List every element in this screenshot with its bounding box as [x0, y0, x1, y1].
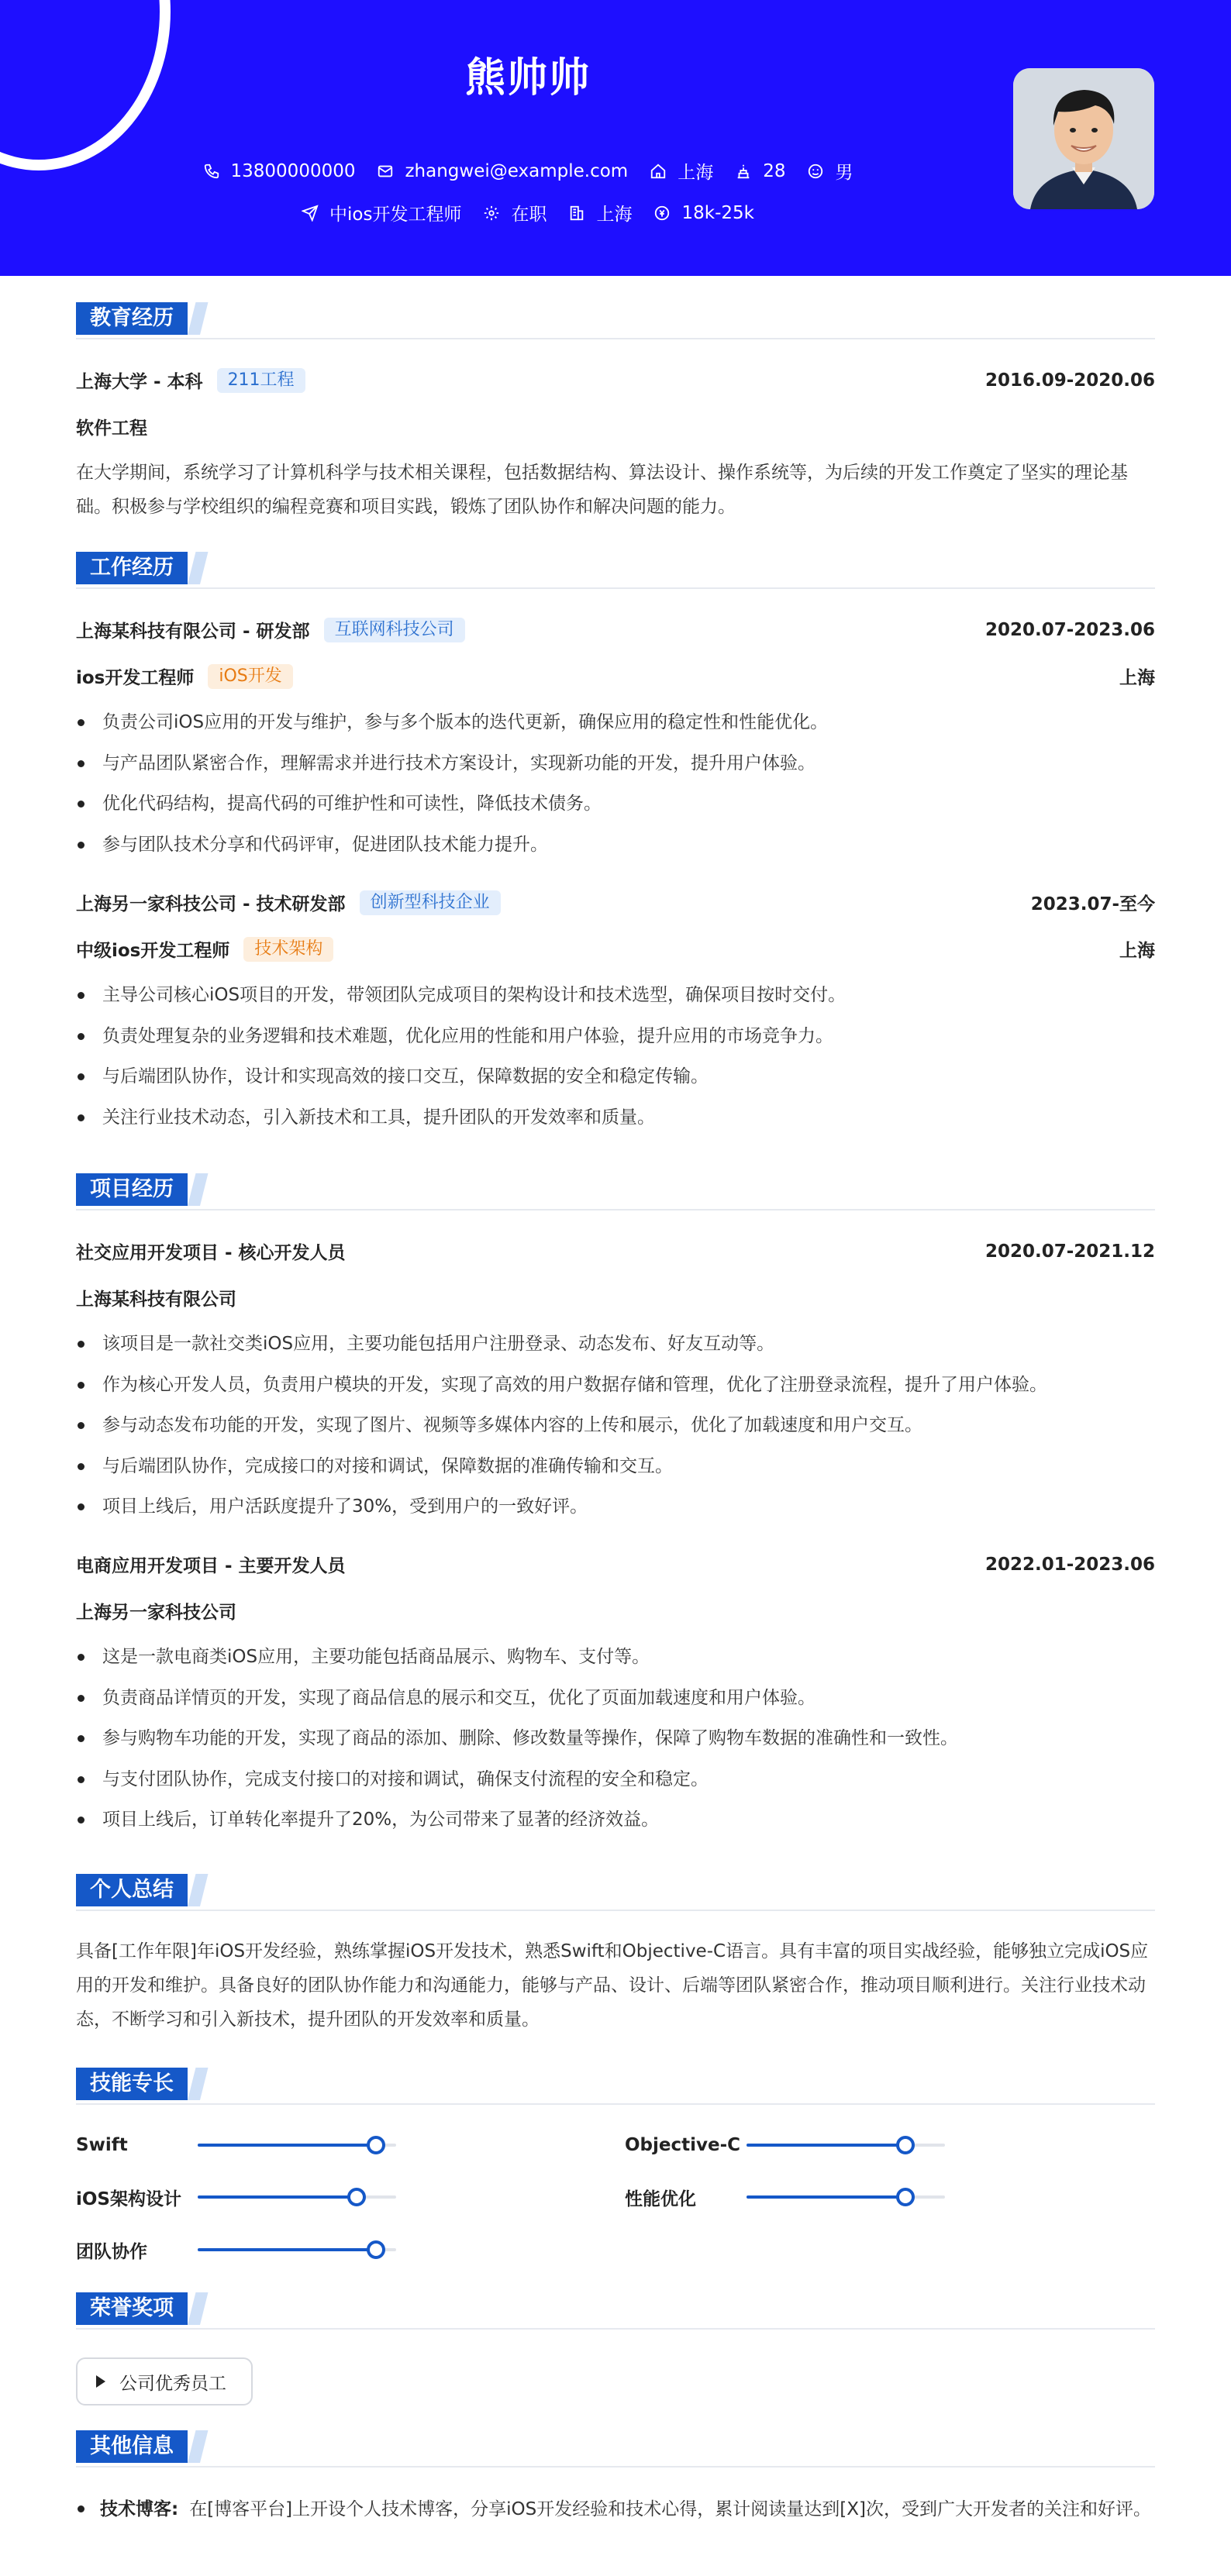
section-title: 工作经历 [76, 552, 188, 584]
gender-info [807, 158, 853, 184]
school-name: 上海大学 - 本科 [76, 372, 203, 392]
list-item: 该项目是一款社交类iOS应用，主要功能包括用户注册登录、动态发布、好友互动等。 [76, 1324, 1155, 1365]
target-city-info [568, 200, 632, 226]
project-bullets [76, 1324, 1155, 1527]
other-list [76, 2492, 1155, 2562]
skill-knob [367, 2240, 385, 2259]
skill-track [198, 2248, 396, 2251]
project-date: 2020.07-2021.12 [984, 1241, 1155, 1262]
section-title: 技能专长 [76, 2068, 188, 2100]
major-row [76, 414, 1155, 439]
project-company-row [76, 1598, 1155, 1624]
candidate-name: 熊帅帅 [464, 55, 591, 102]
education-section [76, 302, 1155, 517]
skill-fill [198, 2195, 357, 2199]
list-item: 与产品团队紧密合作，理解需求并进行技术方案设计，实现新功能的开发，提升用户体验。 [76, 743, 1155, 784]
section-header [76, 1173, 1155, 1211]
gear-icon [483, 205, 500, 222]
section-header [76, 2430, 1155, 2468]
company-name: 上海另一家科技公司 - 技术研发部 [76, 894, 346, 914]
work-date: 2020.07-2023.06 [984, 619, 1155, 640]
company-name: 上海某科技有限公司 - 研发部 [76, 622, 310, 642]
list-item: 参与动态发布功能的开发，实现了图片、视频等多媒体内容的上传和展示，优化了加载速度和用户交互。 [76, 1405, 1155, 1446]
section-title-tail [188, 2068, 208, 2100]
position-text: 中ios开发工程师 [329, 205, 462, 225]
phone-icon [203, 163, 220, 180]
skill-knob [896, 2136, 915, 2154]
phone-number: 13800000000 [230, 160, 356, 181]
skill-track [747, 2195, 945, 2199]
bullet-dot [78, 2505, 84, 2512]
section-title: 个人总结 [76, 1874, 188, 1906]
gender-icon [807, 163, 824, 180]
email-address[interactable]: zhangwei@example.com [405, 160, 629, 181]
home-icon [650, 163, 667, 180]
skill-name: iOS架构设计 [76, 2189, 182, 2209]
role-name: 中级ios开发工程师 [76, 941, 230, 961]
building-icon [568, 205, 585, 222]
project-date: 2022.01-2023.06 [984, 1554, 1155, 1575]
skill-item [76, 2185, 396, 2209]
project-entry-header [76, 1238, 1155, 1264]
section-title: 项目经历 [76, 1173, 188, 1206]
list-item: 项目上线后，用户活跃度提升了30%，受到用户的一致好评。 [76, 1486, 1155, 1527]
section-title: 其他信息 [76, 2430, 188, 2463]
education-date: 2016.09-2020.06 [984, 370, 1155, 391]
resume-header [0, 0, 1231, 276]
location-info [650, 158, 713, 184]
avatar [1013, 68, 1154, 209]
mail-icon [377, 163, 394, 180]
age-info [735, 161, 785, 181]
skill-name: Swift [76, 2135, 128, 2155]
salary-info [653, 203, 753, 223]
list-item: 作为核心开发人员，负责用户模块的开发，实现了高效的用户数据存储和管理，优化了注册登录流程，提升了用户体验。 [76, 1365, 1155, 1406]
project-company-row [76, 1285, 1155, 1310]
work-city: 上海 [1119, 668, 1155, 688]
projects-section [76, 1173, 1155, 1830]
skill-fill [198, 2144, 376, 2147]
list-item: 与后端团队协作，完成接口的对接和调试，保障数据的准确传输和交互。 [76, 1446, 1155, 1487]
send-icon [302, 205, 319, 222]
money-icon [653, 205, 671, 222]
age-text: 28 [763, 160, 786, 181]
work-date: 2023.07-至今 [1030, 894, 1155, 914]
other-section [76, 2430, 1155, 2519]
project-company: 上海另一家科技公司 [76, 1603, 236, 1623]
skill-item [76, 2238, 396, 2261]
section-title-tail [188, 302, 208, 335]
list-item: 项目上线后，订单转化率提升了20%，为公司带来了显著的经济效益。 [76, 1799, 1155, 1841]
project-entry-header [76, 1551, 1155, 1577]
skills-section [76, 2068, 1155, 2262]
avatar-portrait [1013, 68, 1154, 209]
status-text: 在职 [511, 205, 547, 225]
other-text: 在[博客平台]上开设个人技术博客，分享iOS开发经验和技术心得，累计阅读量达到[X]次，受到广大开发者的关注和好评。 [189, 2499, 1151, 2519]
education-description: 在大学期间，系统学习了计算机科学与技术相关课程，包括数据结构、算法设计、操作系统等，为后续的开发工作奠定了坚实的理论基础。积极参与学校组织的编程竞赛和项目实践，锻炼了团队协作和解决问题的能力。 [76, 463, 1128, 517]
target-city-text: 上海 [596, 205, 633, 225]
skill-fill [747, 2144, 905, 2147]
email-info [377, 161, 628, 181]
award-item-button[interactable] [76, 2357, 253, 2406]
project-title: 电商应用开发项目 - 主要开发人员 [76, 1556, 346, 1576]
position-info [302, 200, 461, 226]
section-header [76, 302, 1155, 339]
work-bullets [76, 702, 1155, 865]
summary-text: 具备[工作年限]年iOS开发经验，熟练掌握iOS开发技术，熟悉Swift和Objective-C语言。具有丰富的项目实战经验，能够独立完成iOS应用的开发和维护。具备良好的团队协作能力和沟通能力，能够与产品、设计、后端等团队紧密合作，推动项目顺利进行。关注行业技术动态，不断学习和引入新技术，提升团队的开发效率和质量。 [76, 1941, 1149, 2030]
skill-knob [347, 2188, 366, 2206]
major-name: 软件工程 [76, 418, 147, 439]
list-item: 参与团队技术分享和代码评审，促进团队技术能力提升。 [76, 825, 1155, 866]
list-item: 负责公司iOS应用的开发与维护，参与多个版本的迭代更新，确保应用的稳定性和性能优化。 [76, 702, 1155, 743]
list-item: 关注行业技术动态，引入新技术和工具，提升团队的开发效率和质量。 [76, 1097, 1155, 1138]
status-info [483, 200, 547, 226]
skill-fill [747, 2195, 905, 2199]
skill-item [76, 2133, 396, 2157]
school-tag: 211工程 [217, 368, 305, 393]
section-title-tail [188, 552, 208, 584]
salary-text: 18k-25k [681, 202, 754, 223]
project-company: 上海某科技有限公司 [76, 1290, 236, 1310]
skill-track [198, 2195, 396, 2199]
age-icon [735, 163, 752, 180]
list-item: 负责处理复杂的业务逻辑和技术难题，优化应用的性能和用户体验，提升应用的市场竞争力。 [76, 1016, 1155, 1057]
role-tag: iOS开发 [208, 664, 292, 689]
education-entry-header [76, 367, 1155, 393]
company-tag: 互联网科技公司 [324, 618, 465, 642]
role-tag: 技术架构 [243, 937, 333, 962]
list-item: 负责商品详情页的开发，实现了商品信息的展示和交互，优化了页面加载速度和用户体验。 [76, 1678, 1155, 1719]
project-bullets [76, 1637, 1155, 1841]
work-bullets [76, 975, 1155, 1138]
section-header [76, 2068, 1155, 2105]
section-header [76, 1874, 1155, 1911]
list-item: 与后端团队协作，设计和实现高效的接口交互，保障数据的安全和稳定传输。 [76, 1056, 1155, 1097]
section-title: 荣誉奖项 [76, 2292, 188, 2325]
section-title-tail [188, 2292, 208, 2325]
skill-item [625, 2185, 945, 2209]
list-item: 主导公司核心iOS项目的开发，带领团队完成项目的架构设计和技术选型，确保项目按时交付。 [76, 975, 1155, 1016]
work-section [76, 552, 1155, 1128]
work-city: 上海 [1119, 941, 1155, 961]
phone-info [203, 161, 356, 181]
list-item: 与支付团队协作，完成支付接口的对接和调试，确保支付流程的安全和稳定。 [76, 1759, 1155, 1800]
section-title-tail [188, 1874, 208, 1906]
section-title-tail [188, 1173, 208, 1206]
skill-track [747, 2144, 945, 2147]
skill-name: 团队协作 [76, 2241, 147, 2262]
other-label: 技术博客: [100, 2499, 179, 2519]
awards-section [76, 2292, 1155, 2394]
skill-knob [896, 2188, 915, 2206]
section-header [76, 552, 1155, 589]
contact-row [0, 158, 1056, 184]
role-name: ios开发工程师 [76, 668, 195, 688]
section-title-tail [188, 2430, 208, 2463]
work-role-row [76, 663, 1155, 689]
skill-name: Objective-C [625, 2135, 741, 2155]
section-header [76, 2292, 1155, 2330]
list-item [76, 2492, 1155, 2526]
company-tag: 创新型科技企业 [360, 890, 501, 915]
list-item: 优化代码结构，提高代码的可维护性和可读性，降低技术债务。 [76, 783, 1155, 825]
gender-text: 男 [835, 163, 853, 183]
skill-fill [198, 2248, 376, 2251]
list-item: 这是一款电商类iOS应用，主要功能包括商品展示、购物车、支付等。 [76, 1637, 1155, 1678]
job-intent-row [0, 200, 1056, 226]
location-text: 上海 [678, 163, 714, 183]
project-title: 社交应用开发项目 - 核心开发人员 [76, 1243, 346, 1263]
work-entry-header [76, 890, 1155, 915]
award-label: 公司优秀员工 [119, 2373, 226, 2394]
summary-section [76, 1874, 1155, 2030]
skill-item [625, 2133, 945, 2157]
skill-name: 性能优化 [625, 2189, 696, 2209]
award-list [76, 2357, 262, 2409]
skill-track [198, 2144, 396, 2147]
list-item: 参与购物车功能的开发，实现了商品的添加、删除、修改数量等操作，保障了购物车数据的准确性和一致性。 [76, 1718, 1155, 1759]
play-triangle-icon [96, 2375, 105, 2388]
section-title: 教育经历 [76, 302, 188, 335]
work-entry-header [76, 617, 1155, 642]
skill-knob [367, 2136, 385, 2154]
work-role-row [76, 936, 1155, 962]
